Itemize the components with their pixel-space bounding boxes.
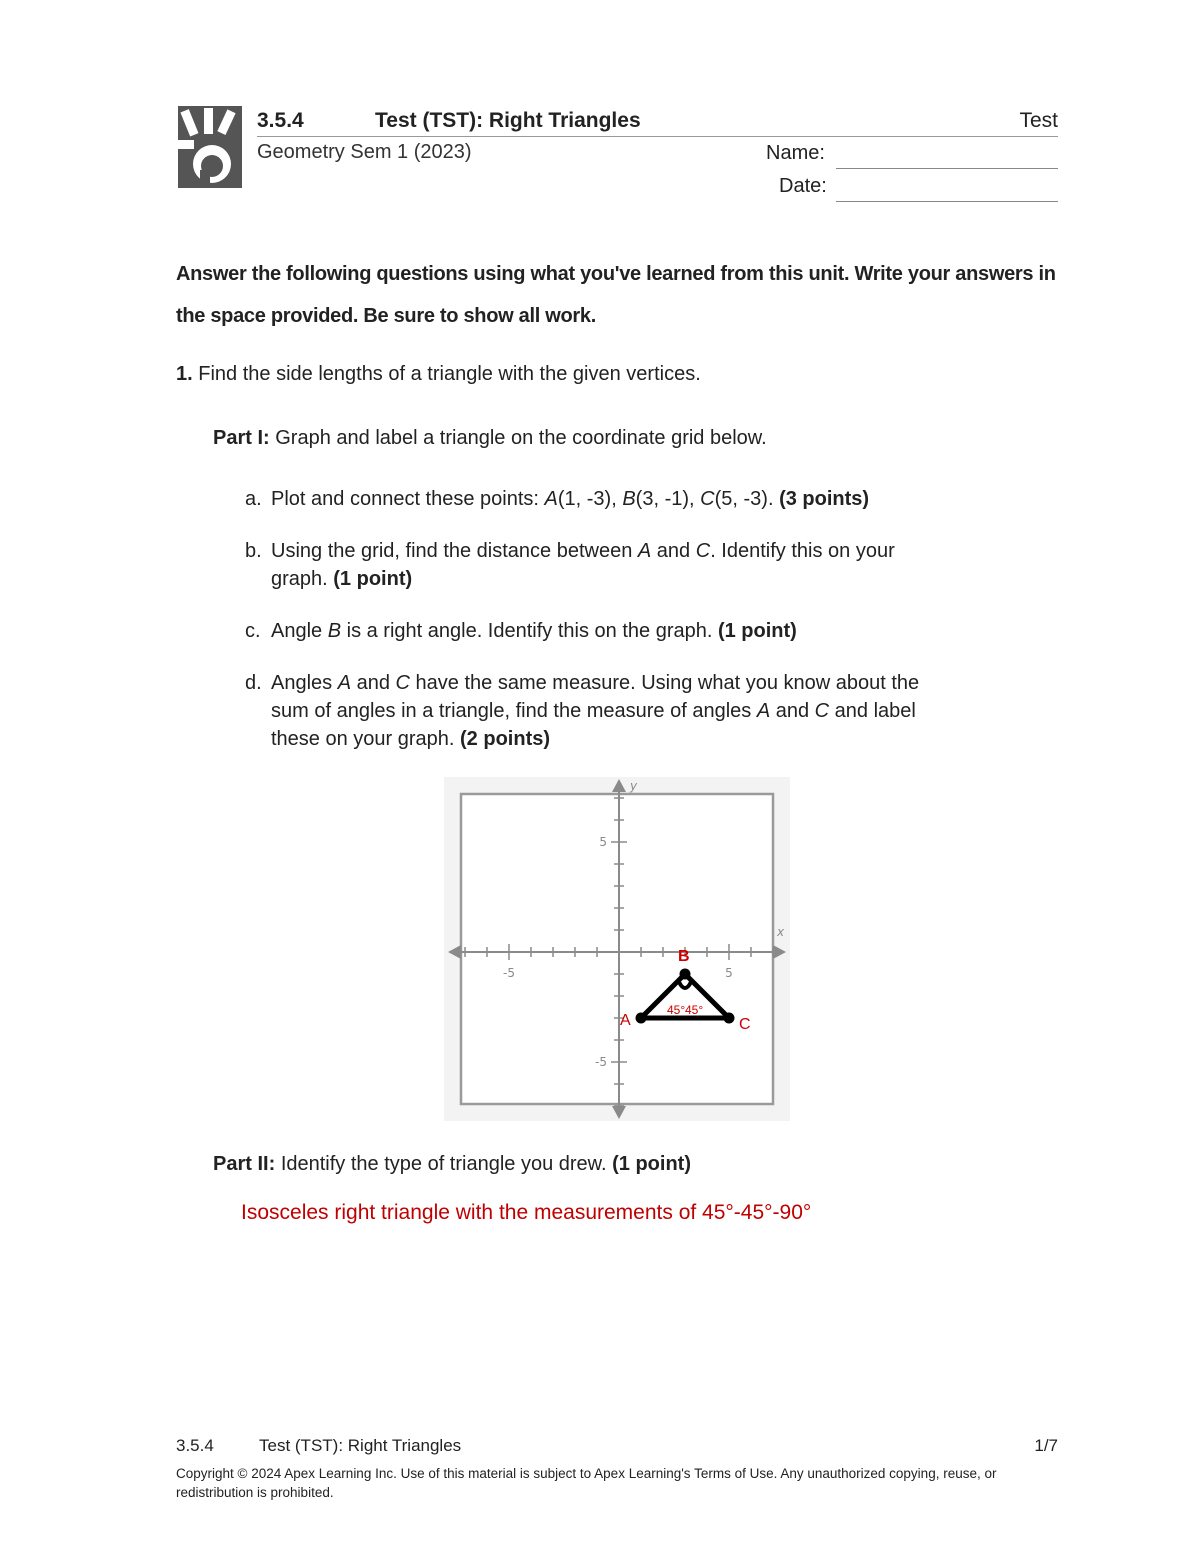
item-text: Angles xyxy=(271,672,338,694)
part-2 xyxy=(213,1153,691,1176)
footer-title: Test (TST): Right Triangles xyxy=(259,1436,462,1455)
item-text: graph. xyxy=(271,568,334,590)
name-label: Name: xyxy=(766,142,825,164)
point-b-coord: (3, -1) xyxy=(635,488,690,510)
apex-sun-logo-icon xyxy=(178,106,242,188)
vertex-point-c xyxy=(724,1013,735,1024)
x-tick-label: 5 xyxy=(725,966,733,980)
part-1-label: Part I: xyxy=(213,427,270,449)
item-text: Angle xyxy=(271,620,328,642)
x-tick-label: -5 xyxy=(503,966,515,980)
point-c-label: C xyxy=(700,488,715,510)
points-value: (3 points) xyxy=(779,488,870,510)
item-letter: c. xyxy=(245,620,261,642)
var-c: C xyxy=(814,700,830,722)
item-text: have the same measure. Using what you know about the xyxy=(410,672,920,694)
item-text: and xyxy=(651,540,696,562)
var-c: C xyxy=(395,672,410,694)
x-axis-label: x xyxy=(777,925,785,939)
points-value: (1 point) xyxy=(717,620,797,642)
points-value: (1 point) xyxy=(612,1153,691,1175)
points-value: (1 point) xyxy=(333,568,413,590)
item-text: Plot and connect these points: xyxy=(271,488,545,510)
question-text: Find the side lengths of a triangle with the given vertices. xyxy=(198,363,701,385)
part-2-label: Part II: xyxy=(213,1153,276,1175)
var-a: A xyxy=(337,672,352,694)
question-number: 1. xyxy=(176,363,193,385)
vertex-label-b: B xyxy=(678,948,690,965)
points-value: (2 points) xyxy=(460,728,551,750)
var-a: A xyxy=(637,540,652,562)
page-title: Test (TST): Right Triangles xyxy=(375,109,641,132)
item-d xyxy=(245,669,1035,753)
vertex-label-a: A xyxy=(620,1012,631,1029)
coordinate-graph[interactable] xyxy=(444,777,790,1121)
part-2-text: Identify the type of triangle you drew. xyxy=(280,1153,613,1175)
item-b xyxy=(245,537,1035,593)
item-c xyxy=(245,617,1035,645)
answer-text[interactable]: Isosceles right triangle with the measurements of 45°-45°-90° xyxy=(241,1201,812,1224)
item-text: and label xyxy=(829,700,916,722)
doc-type: Test xyxy=(1019,109,1058,132)
vertex-point-b xyxy=(680,969,691,980)
part-1 xyxy=(213,427,767,450)
date-label: Date: xyxy=(779,175,827,197)
item-letter: a. xyxy=(245,488,262,510)
y-axis-label: y xyxy=(630,779,638,793)
item-continuation xyxy=(245,697,1035,725)
footer-unit-number: 3.5.4 xyxy=(176,1436,214,1455)
angle-label-a: 45° xyxy=(667,1003,686,1017)
page-number: 1/7 xyxy=(1034,1436,1058,1455)
unit-number: 3.5.4 xyxy=(257,109,304,132)
var-b: B xyxy=(327,620,342,642)
y-tick-label: 5 xyxy=(599,835,607,849)
point-a-label: A xyxy=(544,488,558,510)
name-field[interactable] xyxy=(836,168,1058,169)
point-c-coord: (5, -3) xyxy=(714,488,768,510)
point-a-coord: (1, -3) xyxy=(557,488,612,510)
item-continuation xyxy=(245,565,1035,593)
item-text: these on your graph. xyxy=(271,728,461,750)
var-a: A xyxy=(756,700,771,722)
item-letter: b. xyxy=(245,540,262,562)
item-continuation xyxy=(245,725,1035,753)
item-text: . Identify this on your xyxy=(710,540,895,562)
item-text: is a right angle. Identify this on the graph. xyxy=(341,620,718,642)
vertex-point-a xyxy=(636,1013,647,1024)
vertex-label-c: C xyxy=(739,1016,751,1033)
y-tick-label: -5 xyxy=(595,1055,607,1069)
header-rule xyxy=(257,136,1058,137)
instructions: Answer the following questions using what you've learned from this unit. Write your answers in the space provided. Be sure to show all work. xyxy=(176,263,1056,327)
var-c: C xyxy=(695,540,711,562)
copyright: Copyright © 2024 Apex Learning Inc. Use of this material is subject to Apex Learning's Terms of Use. Any unauthorized copying, reuse, or redistribution is prohibited. xyxy=(176,1466,997,1500)
item-text: Using the grid, find the distance between xyxy=(271,540,638,562)
question-1 xyxy=(176,363,701,386)
angle-label-c: 45° xyxy=(685,1003,704,1017)
item-letter: d. xyxy=(245,672,262,694)
item-text: sum of angles in a triangle, find the measure of angles xyxy=(271,700,757,722)
item-text: and xyxy=(770,700,815,722)
point-b-label: B xyxy=(622,488,636,510)
date-field[interactable] xyxy=(836,201,1058,202)
item-text: and xyxy=(351,672,396,694)
item-a: a. Plot and connect these points: A(1, -3), B(3, -1), C(5, -3). (3 points) xyxy=(245,485,1035,513)
graph-frame xyxy=(461,794,773,1104)
course-name: Geometry Sem 1 (2023) xyxy=(257,141,472,163)
part-1-text: Graph and label a triangle on the coordinate grid below. xyxy=(275,427,767,449)
